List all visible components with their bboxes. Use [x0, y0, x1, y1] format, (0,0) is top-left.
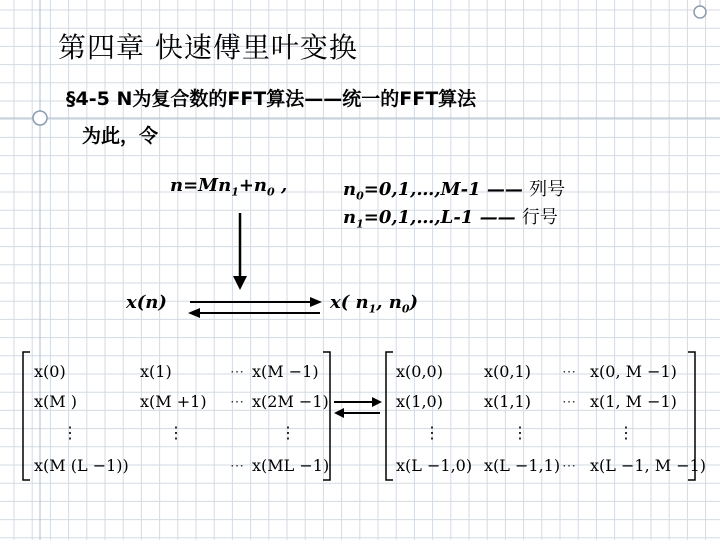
left_matrix-cell: x(1)	[140, 362, 172, 381]
right_matrix-cell: x(0,1)	[484, 362, 531, 381]
left_matrix-ellipsis: ⋯	[230, 458, 244, 474]
slide-title: 第四章 快速傅里叶变换	[58, 31, 358, 64]
right_matrix-cell: ⋮	[512, 423, 528, 442]
right_matrix-ellipsis: ⋯	[562, 394, 576, 410]
right_matrix-cell: x(0, M −1)	[590, 362, 677, 381]
left_matrix-cell: x(0)	[34, 362, 66, 381]
left_matrix-cell: ⋮	[168, 423, 184, 442]
down-arrow	[233, 213, 247, 290]
left_matrix-cell: ⋮	[280, 423, 296, 442]
x-of-n1-n0: x( $n_1$, $n_0$)	[330, 292, 419, 316]
left_matrix-ellipsis: ⋯	[230, 394, 244, 410]
right_matrix-cell: x(1,1)	[484, 392, 531, 411]
right_matrix-cell: x(L −1,1)	[484, 456, 561, 475]
right_matrix-cell: ⋮	[618, 423, 634, 442]
double-arrow-top	[188, 297, 322, 318]
intro-text: 为此，令	[82, 125, 159, 147]
left_matrix-cell: x(M (L −1))	[34, 456, 129, 475]
n1-range: $n_1=0,1,\dots,L-1$ —— 行号	[343, 207, 558, 231]
left_matrix-cell: x(M )	[34, 392, 77, 411]
left_matrix-cell: x(M +1)	[140, 392, 207, 411]
x-of-n: x(n)	[126, 292, 167, 313]
right_matrix-ellipsis: ⋯	[562, 458, 576, 474]
left_matrix-cell: x(ML −1)	[252, 456, 330, 475]
right_matrix-ellipsis: ⋯	[562, 364, 576, 380]
index-equation: $n=Mn_1+n_0$ ,	[170, 175, 288, 199]
left_matrix-cell: ⋮	[62, 423, 78, 442]
right_matrix-cell: x(L −1, M −1)	[590, 456, 707, 475]
double-arrow-matrix	[334, 397, 382, 418]
right_matrix-cell: x(1, M −1)	[590, 392, 677, 411]
left_matrix-cell: x(2M −1)	[252, 392, 329, 411]
right_matrix-cell: x(L −1,0)	[396, 456, 473, 475]
section-subtitle: §4-5 N为复合数的FFT算法——统一的FFT算法	[66, 88, 477, 110]
left_matrix-ellipsis: ⋯	[230, 364, 244, 380]
right_matrix-cell: x(1,0)	[396, 392, 443, 411]
n0-range: $n_0=0,1,\dots,M-1$ —— 列号	[343, 179, 566, 203]
right_matrix-cell: x(0,0)	[396, 362, 443, 381]
right_matrix-cell: ⋮	[424, 423, 440, 442]
left_matrix-cell: x(M −1)	[252, 362, 319, 381]
